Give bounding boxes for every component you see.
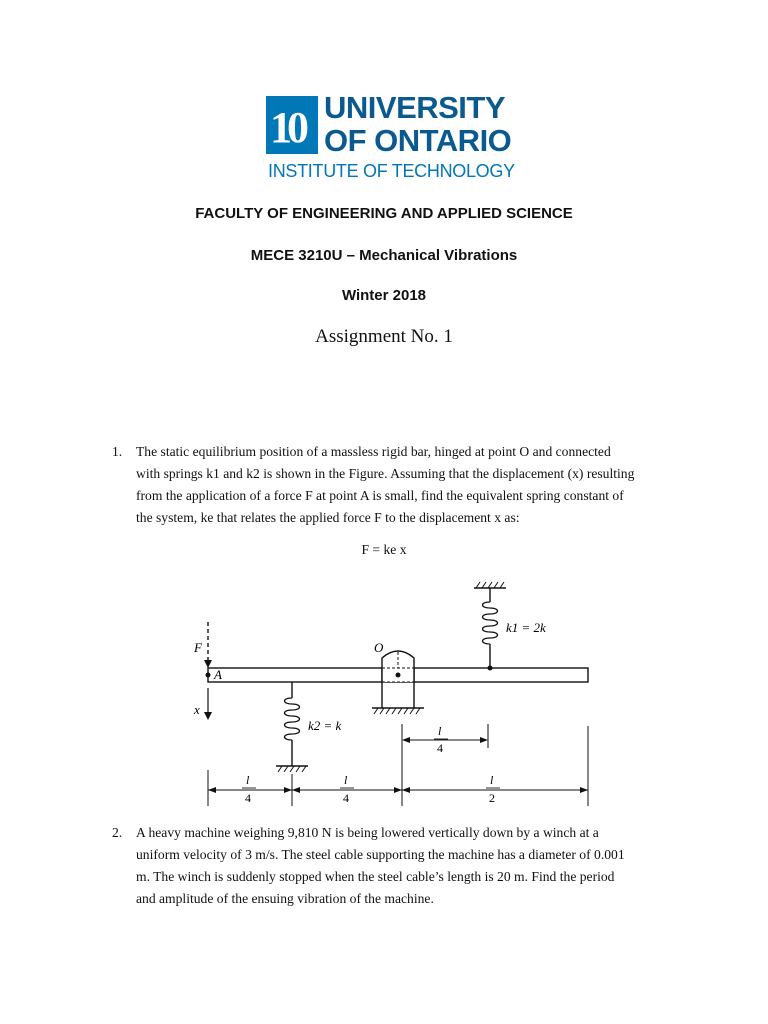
question-line: A heavy machine weighing 9,810 N is being lowered vertically down by a winch at a (136, 825, 599, 840)
dim-arrow (284, 787, 292, 793)
dim-4-text: 4 (245, 791, 251, 805)
dim-arrow (208, 787, 216, 793)
equation: F = ke x (361, 542, 407, 557)
force-arrow-head (204, 660, 212, 668)
k1-attach (488, 666, 493, 671)
label-k1: k1 = 2k (506, 620, 546, 635)
hinge-ground-hatch (374, 708, 420, 714)
faculty-heading: FACULTY OF ENGINEERING AND APPLIED SCIENCE (195, 205, 573, 222)
label-a: A (214, 667, 222, 682)
label-o: O (374, 640, 384, 655)
dim-arrow (292, 787, 300, 793)
question-line: the system, ke that relates the applied force F to the displacement x as: (136, 510, 520, 525)
k1-coil (483, 602, 498, 644)
point-a (206, 673, 211, 678)
dim-arrow (402, 787, 410, 793)
question-line: m. The winch is suddenly stopped when the steel cable’s length is 20 m. Find the period (136, 869, 615, 884)
dim-l-text: l (246, 773, 250, 787)
displacement-arrow-head (204, 712, 212, 720)
question-text (136, 822, 680, 910)
course-heading: MECE 3210U – Mechanical Vibrations (250, 247, 518, 264)
assignment-title: Assignment No. 1 (315, 326, 453, 347)
question-line: with springs k1 and k2 is shown in the Figure. Assuming that the displacement (x) resulting (136, 466, 635, 481)
label-f: F (194, 640, 202, 655)
k2-coil (285, 698, 300, 740)
term-heading: Winter 2018 (341, 287, 427, 304)
logo-institute: INSTITUTE OF TECHNOLOGY (268, 161, 515, 181)
dim-l-text: l (438, 724, 442, 738)
question-line: uniform velocity of 3 m/s. The steel cable supporting the machine has a diameter of 0.001 (136, 847, 625, 862)
question-line: The static equilibrium position of a massless rigid bar, hinged at point O and connected (136, 444, 611, 459)
dim-2-text: 2 (489, 791, 495, 805)
question-number: 1. (112, 444, 123, 459)
k2-ground-hatch (278, 766, 306, 772)
label-x: x (194, 702, 200, 717)
dim-arrow (394, 787, 402, 793)
question-2 (112, 822, 680, 910)
dim-l-text: l (490, 773, 494, 787)
dim-4-text: 4 (437, 741, 443, 755)
logo-number: 10 (270, 103, 304, 152)
question-line: and amplitude of the ensuing vibration of the machine. (136, 891, 434, 906)
dim-l-text: l (344, 773, 348, 787)
logo-of-ontario: OF ONTARIO (324, 123, 512, 158)
question-1 (112, 441, 680, 529)
label-k2: k2 = k (308, 718, 342, 733)
question-line: from the application of a force F at point A is small, find the equivalent spring constant of (136, 488, 624, 503)
spring-bar-figure (180, 580, 600, 810)
logo-mark (266, 96, 318, 154)
dim-arrow (480, 737, 488, 743)
question-number: 2. (112, 825, 123, 840)
dim-arrow (580, 787, 588, 793)
university-logo (266, 90, 515, 184)
dim-arrow (402, 737, 410, 743)
dim-4-text: 4 (343, 791, 349, 805)
hinge-pin (396, 673, 401, 678)
question-text (136, 441, 680, 529)
logo-university: UNIVERSITY (324, 90, 506, 125)
k1-ceiling-hatch (476, 582, 504, 588)
